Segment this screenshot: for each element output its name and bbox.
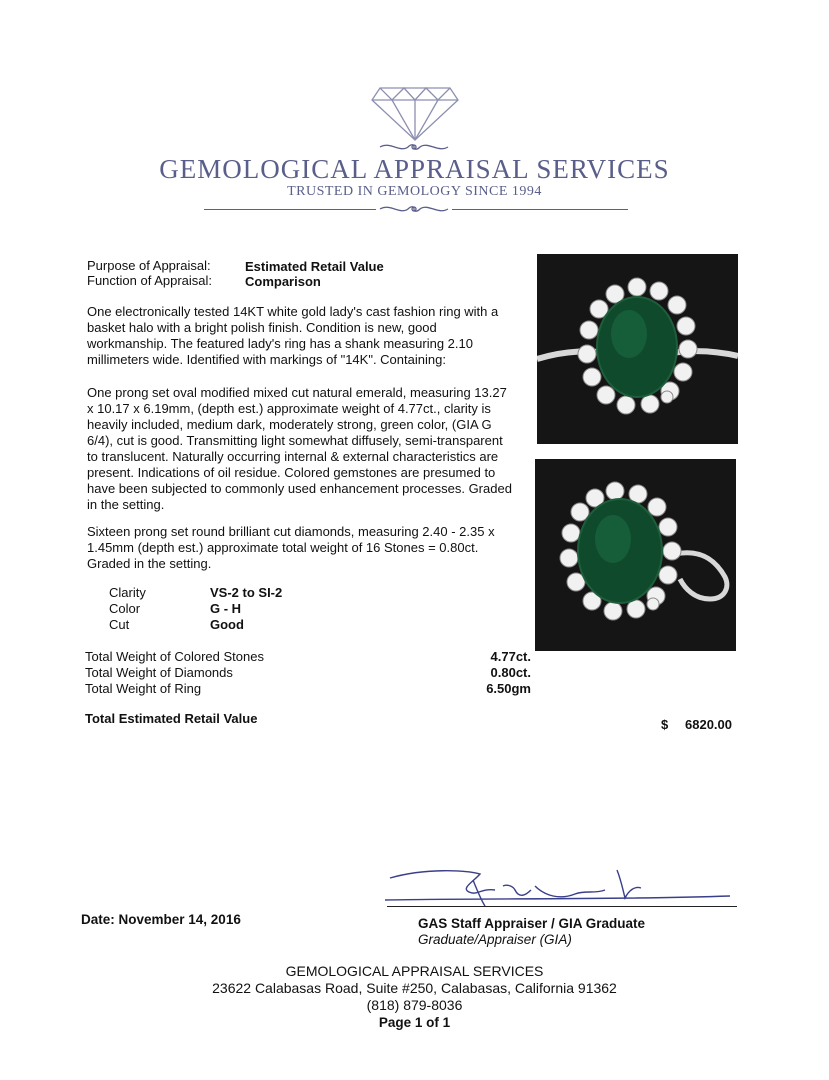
- total-value-label: Total Estimated Retail Value: [85, 711, 258, 726]
- signature-line: [387, 906, 737, 907]
- grading-row: [109, 617, 329, 633]
- company-name: GEMOLOGICAL APPRAISAL SERVICES: [159, 154, 670, 184]
- weights-table: [85, 649, 531, 697]
- grading-value: VS-2 to SI-2: [210, 585, 283, 600]
- function-value: Comparison: [245, 274, 321, 289]
- appraiser-title: GAS Staff Appraiser / GIA Graduate: [418, 916, 646, 931]
- bottom-flourish-icon: [378, 202, 450, 216]
- ring-photo-bottom: [535, 459, 736, 651]
- purpose-label: Purpose of Appraisal:: [87, 258, 211, 273]
- diamond-icon: [370, 80, 460, 142]
- grading-row: [109, 601, 329, 617]
- emerald-description: One prong set oval modified mixed cut natural emerald, measuring 13.27 x 10.17 x 6.19mm, (depth est.) approximate weight of 4.77ct., clarity is heavily included, medium dark, moderately strong, green color, (GIA G 6/4), cut is good. Transmitting light somewhat diffusely, semi-transparent to translucent. Naturally occurring internal & external characteristics are present. Indications of oil residue. Colored gemstones are presumed to have been subjected to commonly used enhancement processes. Graded in the setting.: [87, 385, 512, 512]
- function-label: Function of Appraisal:: [87, 273, 213, 288]
- appraisal-date: Date: November 14, 2016: [81, 912, 241, 927]
- header-rule-right: [452, 209, 628, 210]
- grading-label: Cut: [109, 617, 130, 632]
- weight-value: 4.77ct.: [490, 649, 531, 664]
- grading-value: Good: [210, 617, 244, 632]
- total-currency: $: [661, 717, 669, 732]
- company-tagline: TRUSTED IN GEMOLOGY SINCE 1994: [287, 184, 542, 199]
- ring-image-front: [537, 254, 738, 444]
- grading-label: Clarity: [109, 585, 146, 600]
- weight-row: [85, 681, 531, 697]
- grading-value: G - H: [210, 601, 242, 616]
- weight-label: Total Weight of Colored Stones: [85, 649, 264, 664]
- footer-phone: (818) 879-8036: [366, 997, 463, 1013]
- weight-label: Total Weight of Diamonds: [85, 665, 233, 680]
- ring-description: One electronically tested 14KT white gold lady's cast fashion ring with a basket halo with a bright polish finish. Condition is new, good workmanship. The featured lady's ring has a shank measuring 2.10 millimeters wide. Identified with markings of "14K". Containing:: [87, 304, 499, 367]
- grading-row: [109, 585, 329, 601]
- weight-row: [85, 665, 531, 681]
- weight-row: [85, 649, 531, 665]
- page-number: Page 1 of 1: [378, 1015, 451, 1030]
- footer-address: 23622 Calabasas Road, Suite #250, Calabasas, California 91362: [212, 980, 617, 996]
- diamond-description: Sixteen prong set round brilliant cut diamonds, measuring 2.40 - 2.35 x 1.45mm (depth est.) approximate total weight of 16 Stones = 0.80ct. Graded in the setting.: [87, 524, 495, 571]
- top-flourish-icon: [378, 140, 450, 154]
- ring-image-angle: [535, 459, 736, 651]
- weight-value: 0.80ct.: [490, 665, 531, 680]
- ring-photo-top: [537, 254, 738, 444]
- footer-company: GEMOLOGICAL APPRAISAL SERVICES: [285, 963, 544, 979]
- grading-label: Color: [109, 601, 141, 616]
- purpose-value: Estimated Retail Value: [245, 259, 384, 274]
- header-rule-left: [204, 209, 376, 210]
- weight-label: Total Weight of Ring: [85, 681, 202, 696]
- weight-value: 6.50gm: [486, 681, 531, 696]
- appraiser-signature-icon: [385, 860, 735, 910]
- appraiser-credentials: Graduate/Appraiser (GIA): [418, 932, 572, 947]
- grading-table: [109, 585, 329, 633]
- total-value: 6820.00: [685, 717, 732, 732]
